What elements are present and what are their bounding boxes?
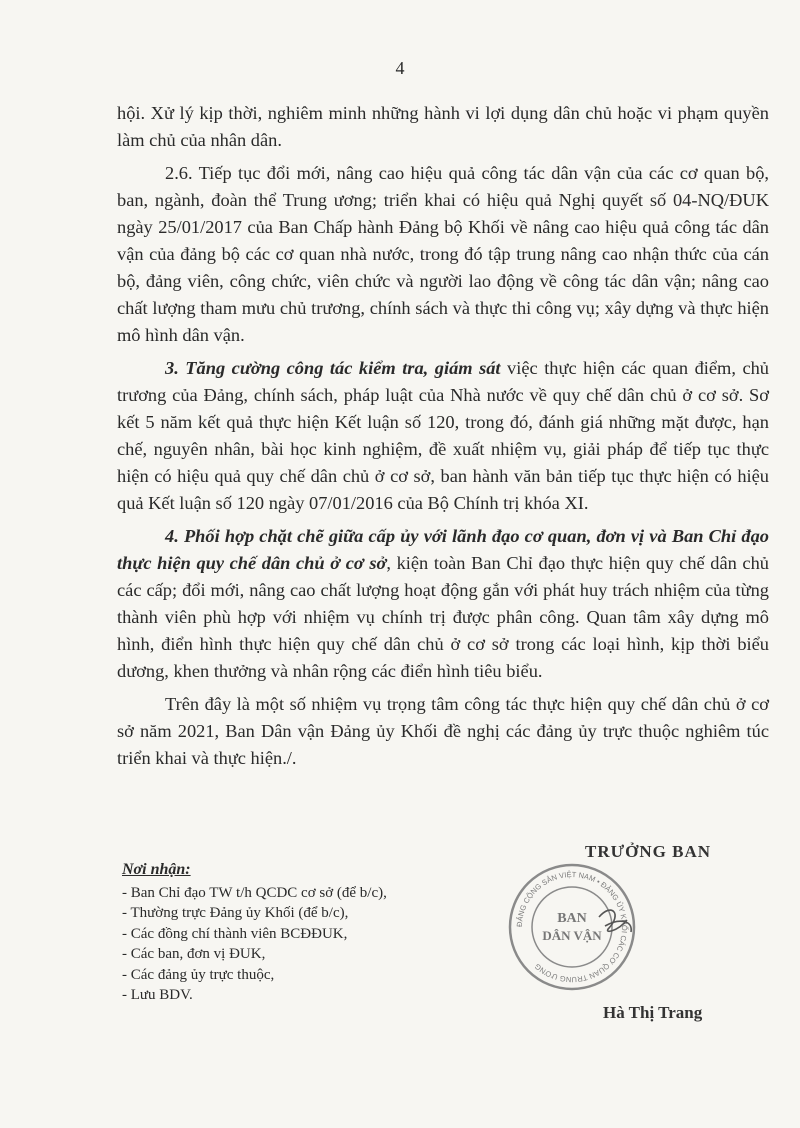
- paragraph-2-6: [117, 160, 769, 349]
- seal-inner-text: BAN: [557, 911, 587, 926]
- recipients-heading: Nơi nhận:: [122, 861, 191, 878]
- recipient-item: - Thường trực Đảng ủy Khối (để b/c),: [122, 903, 452, 924]
- seal-inner-text: DÂN VẬN: [542, 928, 602, 943]
- paragraph-text: việc thực hiện các quan điểm, chủ trương của Đảng, chính sách, pháp luật của Nhà nước về quy chế dân chủ ở cơ sở. Sơ kết 5 năm kết quả thực hiện Kết luận số 120, trong đó, đánh giá những mặt được, hạn chế, nguyên nhân, bài học kinh nghiệm, đề xuất nhiệm vụ, giải pháp để tiếp tục thực hiện có hiệu quả quy chế dân chủ ở cơ sở, ban hành văn bản tiếp tục thực hiện có hiệu quả Kết luận số 120 ngày 07/01/2016 của Bộ Chính trị khóa XI.: [117, 358, 769, 513]
- seal-outer-ring: [510, 865, 634, 989]
- signer-name: Hà Thị Trang: [603, 1003, 703, 1022]
- paragraph-text: Trên đây là một số nhiệm vụ trọng tâm công tác thực hiện quy chế dân chủ ở cơ sở năm 2021, Ban Dân vận Đảng ủy Khối đề nghị các đảng ủy trực thuộc nghiêm túc triển khai và thực hiện./.: [117, 694, 769, 768]
- paragraph-text: hội. Xử lý kịp thời, nghiêm minh những hành vi lợi dụng dân chủ hoặc vi phạm quyền làm chủ của nhân dân.: [117, 103, 769, 150]
- paragraph-continued: [117, 100, 769, 154]
- recipient-item: - Các đảng ủy trực thuộc,: [122, 965, 452, 986]
- paragraph-text: , kiện toàn Ban Chỉ đạo thực hiện quy chế dân chủ các cấp; đổi mới, nâng cao chất lượng hoạt động gắn với phát huy trách nhiệm của từng thành viên phù hợp với nhiệm vụ chính trị được phân công. Quan tâm xây dựng mô hình, điển hình thực hiện quy chế dân chủ ở cơ sở trong các loại hình, kịp thời biểu dương, khen thưởng và nhân rộng các điển hình tiêu biểu.: [117, 553, 769, 681]
- paragraph-closing: [117, 691, 769, 772]
- page-number: 4: [395, 58, 405, 78]
- paragraph-lead: 3. Tăng cường công tác kiểm tra, giám sát: [165, 358, 501, 378]
- recipients-block: [122, 860, 452, 1006]
- recipient-item: - Lưu BDV.: [122, 985, 452, 1006]
- paragraph-3: [117, 355, 769, 517]
- paragraph-4: [117, 523, 769, 685]
- recipient-item: - Ban Chỉ đạo TW t/h QCDC cơ sở (để b/c),: [122, 883, 452, 904]
- seal-inner-ring: [532, 887, 612, 967]
- recipients-list: [122, 883, 452, 1006]
- recipient-item: - Các đồng chí thành viên BCĐĐUK,: [122, 924, 452, 945]
- official-seal: [507, 862, 637, 992]
- signer-title: TRƯỞNG BAN: [585, 842, 712, 861]
- paragraph-text: 2.6. Tiếp tục đổi mới, nâng cao hiệu quả công tác dân vận của các cơ quan bộ, ban, ngành, đoàn thể Trung ương; triển khai có hiệu quả Nghị quyết số 04-NQ/ĐUK ngày 25/01/2017 của Ban Chấp hành Đảng bộ Khối về nâng cao hiệu quả công tác dân vận của đảng bộ các cơ quan nhà nước, trong đó tập trung nâng cao nhận thức của cán bộ, đảng viên, công chức, viên chức và người lao động về công tác dân vận; nâng cao chất lượng tham mưu chủ trương, chính sách và thực thi công vụ; xây dựng và thực hiện mô hình dân vận.: [117, 163, 769, 345]
- seal-ring-text: ĐẢNG CỘNG SẢN VIỆT NAM • ĐẢNG ỦY KHỐI CÁC CƠ QUAN TRUNG ƯƠNG: [514, 869, 630, 985]
- recipient-item: - Các ban, đơn vị ĐUK,: [122, 944, 452, 965]
- document-body: [117, 100, 769, 778]
- paragraph-lead: 4. Phối hợp chặt chẽ giữa cấp ủy với lãnh đạo cơ quan, đơn vị và Ban Chỉ đạo thực hiện quy chế dân chủ ở cơ sở: [117, 526, 769, 573]
